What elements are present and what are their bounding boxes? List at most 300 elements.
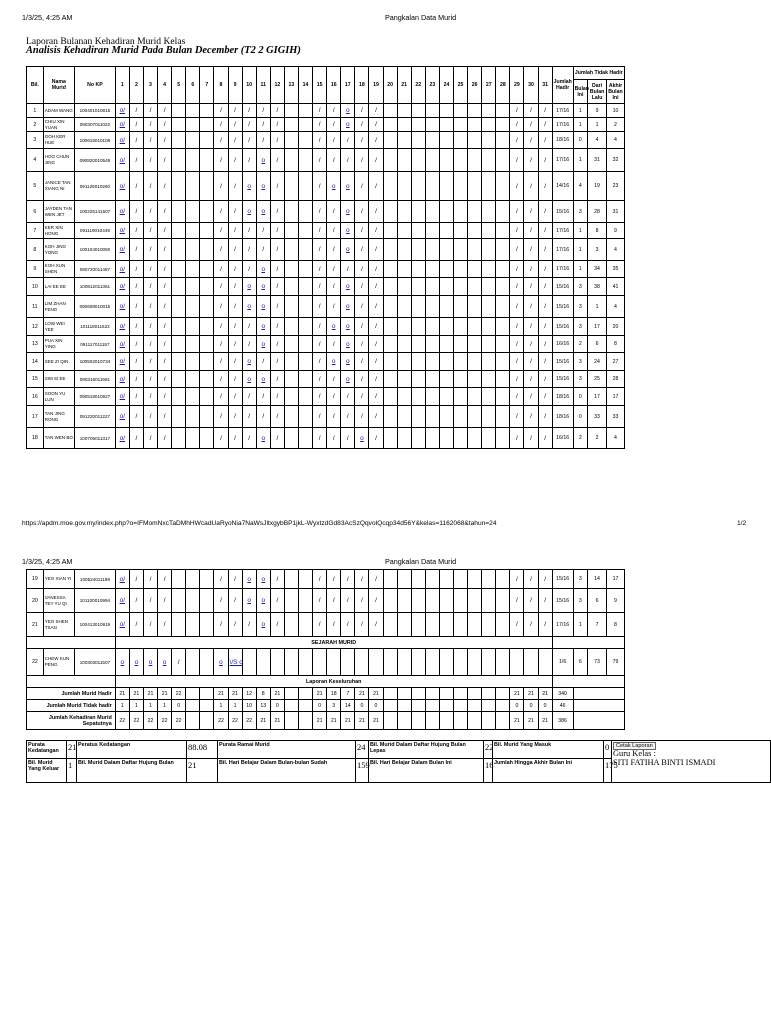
- day-mark: [200, 570, 214, 589]
- day-mark: [200, 118, 214, 132]
- day-mark: [298, 132, 312, 149]
- student-kp: 100812011361: [75, 278, 116, 296]
- col-day: 1: [115, 67, 129, 104]
- day-mark: [468, 223, 482, 239]
- student-tidak-hadir-ini: 3: [573, 296, 588, 318]
- day-mark: /: [313, 296, 327, 318]
- day-mark: [454, 589, 468, 613]
- day-mark: [186, 336, 200, 353]
- student-kp: 100104010050: [75, 239, 116, 261]
- day-mark: o: [256, 149, 270, 172]
- day-mark: [468, 371, 482, 388]
- day-mark: /: [270, 104, 284, 118]
- day-mark: [411, 589, 425, 613]
- day-mark: /: [143, 428, 157, 449]
- day-mark: /: [313, 132, 327, 149]
- student-kp: 090316011681: [75, 371, 116, 388]
- day-mark: [284, 353, 298, 371]
- total-day-value: [298, 712, 312, 730]
- day-mark: [425, 353, 439, 371]
- day-mark: [186, 149, 200, 172]
- day-mark: [397, 278, 411, 296]
- student-tidak-hadir-ini: 6: [573, 649, 588, 676]
- student-tidak-hadir-akhir: 10: [606, 104, 624, 118]
- student-jumlah-hadir: 15/16: [552, 589, 573, 613]
- student-name: JAYDEN TAN WEN JET: [43, 201, 74, 223]
- day-mark: [439, 318, 453, 336]
- day-mark: [172, 570, 186, 589]
- day-mark: /: [214, 353, 228, 371]
- student-bil: 20: [27, 589, 44, 613]
- day-mark: [397, 649, 411, 676]
- total-day-value: 0: [172, 700, 186, 712]
- day-mark: o/: [115, 388, 129, 406]
- student-tidak-hadir-ini: 2: [573, 428, 588, 449]
- day-mark: [439, 388, 453, 406]
- day-mark: /: [538, 132, 552, 149]
- day-mark: [383, 172, 397, 201]
- total-day-value: 7: [341, 688, 355, 700]
- student-kp: 100502010734: [75, 353, 116, 371]
- day-mark: [454, 318, 468, 336]
- day-mark: /: [129, 336, 143, 353]
- day-mark: [439, 201, 453, 223]
- day-mark: [200, 239, 214, 261]
- hari-ini-label: Bil. Hari Belajar Dalam Bulan Ini: [369, 759, 484, 783]
- total-sum: 340: [552, 688, 573, 700]
- day-mark: o: [256, 371, 270, 388]
- day-mark: [397, 371, 411, 388]
- student-kp: 100303011507: [75, 649, 116, 676]
- total-day-value: [284, 700, 298, 712]
- day-mark: [397, 428, 411, 449]
- day-mark: /: [256, 118, 270, 132]
- day-mark: /: [143, 318, 157, 336]
- total-day-value: 21: [355, 712, 369, 730]
- day-mark: /: [270, 223, 284, 239]
- day-mark: /: [313, 149, 327, 172]
- col-day: 26: [468, 67, 482, 104]
- student-name: JANICE TAN XIANG NI: [43, 172, 74, 201]
- day-mark: /: [538, 201, 552, 223]
- student-tidak-hadir-akhir: 17: [606, 570, 624, 589]
- student-row: [27, 570, 625, 589]
- day-mark: [482, 239, 496, 261]
- total-day-value: [397, 700, 411, 712]
- student-row: [27, 118, 625, 132]
- total-day-value: 1: [115, 700, 129, 712]
- day-mark: [172, 589, 186, 613]
- day-mark: o/: [115, 613, 129, 637]
- day-mark: /: [313, 239, 327, 261]
- day-mark: /: [369, 353, 383, 371]
- day-mark: [482, 118, 496, 132]
- day-mark: /: [369, 406, 383, 428]
- day-mark: [200, 172, 214, 201]
- day-mark: /: [228, 388, 242, 406]
- student-name: KOH XUN SHEN: [43, 261, 74, 278]
- student-tidak-hadir-akhir: 9: [606, 589, 624, 613]
- col-day: 21: [397, 67, 411, 104]
- day-mark: o/: [115, 149, 129, 172]
- day-mark: /: [242, 132, 256, 149]
- day-mark: [383, 353, 397, 371]
- total-day-value: [411, 688, 425, 700]
- day-mark: [439, 296, 453, 318]
- day-mark: [397, 570, 411, 589]
- day-mark: /: [214, 589, 228, 613]
- day-mark: [425, 589, 439, 613]
- day-mark: /: [270, 371, 284, 388]
- day-mark: /: [313, 589, 327, 613]
- day-mark: [186, 172, 200, 201]
- day-mark: /: [355, 589, 369, 613]
- day-mark: /: [143, 149, 157, 172]
- day-mark: /: [538, 104, 552, 118]
- day-mark: /: [369, 118, 383, 132]
- student-bil: 9: [27, 261, 44, 278]
- day-mark: [468, 353, 482, 371]
- day-mark: /: [129, 589, 143, 613]
- day-mark: [172, 388, 186, 406]
- day-mark: [284, 239, 298, 261]
- col-jumlah-hadir: Jumlah Hadir: [552, 67, 573, 104]
- day-mark: [284, 118, 298, 132]
- day-mark: /: [510, 149, 524, 172]
- day-mark: /: [524, 296, 538, 318]
- day-mark: /: [369, 172, 383, 201]
- day-mark: [496, 261, 510, 278]
- total-day-value: [383, 688, 397, 700]
- day-mark: [496, 278, 510, 296]
- day-mark: [454, 149, 468, 172]
- day-mark: /: [270, 406, 284, 428]
- total-sum: 46: [552, 700, 573, 712]
- day-mark: /: [129, 118, 143, 132]
- student-bil: 11: [27, 296, 44, 318]
- day-mark: o: [341, 336, 355, 353]
- student-tidak-hadir-akhir: 8: [606, 336, 624, 353]
- day-mark: [284, 223, 298, 239]
- student-jumlah-hadir: 18/16: [552, 132, 573, 149]
- day-mark: [186, 261, 200, 278]
- day-mark: [172, 296, 186, 318]
- print-title: Pangkalan Data Murid: [385, 557, 457, 566]
- total-day-value: 21: [538, 712, 552, 730]
- day-mark: [482, 172, 496, 201]
- student-bil: 18: [27, 428, 44, 449]
- day-mark: /: [538, 261, 552, 278]
- total-label: Jumlah Kehadiran Murid Sepatutnya: [27, 712, 116, 730]
- summary-table: [26, 740, 771, 783]
- day-mark: o/: [115, 118, 129, 132]
- day-mark: /: [129, 201, 143, 223]
- day-mark: /: [143, 132, 157, 149]
- day-mark: [327, 649, 341, 676]
- day-mark: /: [270, 239, 284, 261]
- day-mark: o: [341, 104, 355, 118]
- day-mark: [425, 239, 439, 261]
- student-bil: 14: [27, 353, 44, 371]
- total-day-value: [468, 700, 482, 712]
- day-mark: o: [214, 649, 228, 676]
- day-mark: /: [270, 201, 284, 223]
- day-mark: [496, 239, 510, 261]
- student-tidak-hadir-akhir: 17: [606, 388, 624, 406]
- day-mark: /: [214, 428, 228, 449]
- col-day: 5: [172, 67, 186, 104]
- day-mark: /: [313, 371, 327, 388]
- day-mark: /: [143, 371, 157, 388]
- day-mark: [482, 371, 496, 388]
- student-name: SOON YU LUN: [43, 388, 74, 406]
- student-tidak-hadir-akhir: 8: [606, 613, 624, 637]
- day-mark: /: [524, 104, 538, 118]
- day-mark: [411, 388, 425, 406]
- day-mark: [284, 318, 298, 336]
- student-row: [27, 201, 625, 223]
- cetak-laporan-button[interactable]: Cetak Laporan: [613, 742, 656, 750]
- day-mark: /: [369, 223, 383, 239]
- day-mark: [425, 149, 439, 172]
- day-mark: /: [313, 406, 327, 428]
- day-mark: [341, 649, 355, 676]
- day-mark: o: [129, 649, 143, 676]
- hari-ini-value: 16: [484, 759, 493, 783]
- day-mark: /: [327, 428, 341, 449]
- blank: [573, 688, 624, 700]
- day-mark: /: [270, 388, 284, 406]
- student-tidak-hadir-lalu: 8: [588, 223, 607, 239]
- day-mark: /: [355, 132, 369, 149]
- student-kp: 090720011487: [75, 261, 116, 278]
- day-mark: [411, 613, 425, 637]
- day-mark: /: [158, 239, 172, 261]
- day-mark: [284, 132, 298, 149]
- day-mark: [397, 318, 411, 336]
- day-mark: /: [129, 149, 143, 172]
- day-mark: [439, 336, 453, 353]
- day-mark: [482, 428, 496, 449]
- student-tidak-hadir-ini: 3: [573, 570, 588, 589]
- day-mark: [439, 172, 453, 201]
- day-mark: [425, 371, 439, 388]
- day-mark: [425, 406, 439, 428]
- student-row: [27, 406, 625, 428]
- student-tidak-hadir-lalu: 24: [588, 353, 607, 371]
- day-mark: /: [355, 201, 369, 223]
- day-mark: [397, 239, 411, 261]
- day-mark: /: [158, 201, 172, 223]
- col-day: 30: [524, 67, 538, 104]
- day-mark: [482, 149, 496, 172]
- day-mark: [200, 353, 214, 371]
- day-mark: /: [327, 239, 341, 261]
- day-mark: [298, 613, 312, 637]
- day-mark: /: [214, 261, 228, 278]
- student-kp: 100225141507: [75, 201, 116, 223]
- day-mark: [468, 201, 482, 223]
- day-mark: [355, 649, 369, 676]
- student-tidak-hadir-akhir: 4: [606, 239, 624, 261]
- day-mark: [186, 318, 200, 336]
- day-mark: /: [538, 172, 552, 201]
- student-tidak-hadir-akhir: 2: [606, 118, 624, 132]
- student-name: TAN JING RONG: [43, 406, 74, 428]
- day-mark: [425, 649, 439, 676]
- day-mark: /: [270, 172, 284, 201]
- day-mark: [468, 428, 482, 449]
- day-mark: /: [355, 371, 369, 388]
- day-mark: [439, 223, 453, 239]
- day-mark: o/: [115, 353, 129, 371]
- day-mark: /: [158, 172, 172, 201]
- student-jumlah-hadir: 15/16: [552, 201, 573, 223]
- total-day-value: [298, 700, 312, 712]
- day-mark: [468, 104, 482, 118]
- day-mark: [298, 589, 312, 613]
- day-mark: [482, 388, 496, 406]
- day-mark: [397, 201, 411, 223]
- day-mark: o: [158, 649, 172, 676]
- student-tidak-hadir-ini: 3: [573, 589, 588, 613]
- total-day-value: 21: [158, 688, 172, 700]
- day-mark: [468, 261, 482, 278]
- student-jumlah-hadir: 15/16: [552, 570, 573, 589]
- blank: [552, 637, 624, 649]
- day-mark: [425, 296, 439, 318]
- day-mark: /: [355, 353, 369, 371]
- day-mark: /: [510, 428, 524, 449]
- day-mark: o: [341, 296, 355, 318]
- student-bil: 10: [27, 278, 44, 296]
- day-mark: /: [313, 353, 327, 371]
- day-mark: /: [313, 318, 327, 336]
- day-mark: [454, 118, 468, 132]
- col-day: 9: [228, 67, 242, 104]
- day-mark: /: [510, 388, 524, 406]
- day-mark: [496, 371, 510, 388]
- day-mark: [186, 239, 200, 261]
- day-mark: [496, 428, 510, 449]
- day-mark: [298, 649, 312, 676]
- day-mark: /: [538, 570, 552, 589]
- day-mark: [454, 132, 468, 149]
- report-subtitle: Analisis Kehadiran Murid Pada Bulan December (T2 2 GIGIH): [26, 45, 301, 56]
- day-mark: [468, 278, 482, 296]
- day-mark: [200, 428, 214, 449]
- student-bil: 12: [27, 318, 44, 336]
- day-mark: [454, 406, 468, 428]
- student-name: TAN WEN BO: [43, 428, 74, 449]
- student-kp: 100615010108: [75, 132, 116, 149]
- total-day-value: 22: [115, 712, 129, 730]
- total-day-value: [200, 712, 214, 730]
- student-tidak-hadir-ini: 4: [573, 172, 588, 201]
- day-mark: [242, 649, 256, 676]
- day-mark: /: [228, 201, 242, 223]
- day-mark: [439, 353, 453, 371]
- day-mark: o: [341, 201, 355, 223]
- day-mark: [383, 613, 397, 637]
- student-tidak-hadir-akhir: 41: [606, 278, 624, 296]
- total-day-value: [397, 712, 411, 730]
- day-mark: /: [327, 613, 341, 637]
- day-mark: /: [355, 278, 369, 296]
- day-mark: /: [143, 406, 157, 428]
- day-mark: [510, 649, 524, 676]
- day-mark: /: [327, 132, 341, 149]
- day-mark: [186, 353, 200, 371]
- day-mark: [284, 388, 298, 406]
- day-mark: /: [524, 589, 538, 613]
- day-mark: /: [313, 172, 327, 201]
- bil-hujung-value: 21: [187, 759, 218, 783]
- total-day-value: 22: [172, 712, 186, 730]
- day-mark: [298, 149, 312, 172]
- day-mark: /: [327, 223, 341, 239]
- day-mark: [411, 406, 425, 428]
- day-mark: [172, 428, 186, 449]
- student-tidak-hadir-lalu: 17: [588, 318, 607, 336]
- day-mark: /: [158, 118, 172, 132]
- day-mark: /: [327, 406, 341, 428]
- day-mark: /: [524, 318, 538, 336]
- day-mark: /: [369, 570, 383, 589]
- total-day-value: [425, 688, 439, 700]
- day-mark: [172, 261, 186, 278]
- day-mark: /: [369, 261, 383, 278]
- student-kp: 100401010815: [75, 104, 116, 118]
- day-mark: /: [129, 613, 143, 637]
- day-mark: /: [158, 132, 172, 149]
- day-mark: [425, 428, 439, 449]
- day-mark: /: [214, 201, 228, 223]
- student-name: SEE ZI QIN: [43, 353, 74, 371]
- day-mark: /: [327, 278, 341, 296]
- blank: [27, 637, 116, 649]
- day-mark: [496, 201, 510, 223]
- day-mark: [496, 613, 510, 637]
- total-day-value: [425, 712, 439, 730]
- student-tidak-hadir-akhir: 23: [606, 172, 624, 201]
- total-day-value: 22: [129, 712, 143, 730]
- day-mark: /: [341, 570, 355, 589]
- day-mark: [383, 118, 397, 132]
- student-row: [27, 261, 625, 278]
- day-mark: [172, 118, 186, 132]
- day-mark: /: [158, 261, 172, 278]
- student-tidak-hadir-lalu: 1: [588, 296, 607, 318]
- day-mark: [200, 406, 214, 428]
- day-mark: /: [510, 104, 524, 118]
- total-day-value: [186, 688, 200, 700]
- day-mark: [425, 613, 439, 637]
- day-mark: [454, 278, 468, 296]
- day-mark: [186, 649, 200, 676]
- day-mark: /: [158, 353, 172, 371]
- day-mark: [496, 388, 510, 406]
- day-mark: [284, 428, 298, 449]
- day-mark: /: [313, 104, 327, 118]
- day-mark: /: [355, 261, 369, 278]
- day-mark: /: [214, 570, 228, 589]
- total-day-value: 18: [327, 688, 341, 700]
- student-tidak-hadir-ini: 3: [573, 371, 588, 388]
- day-mark: /: [228, 613, 242, 637]
- col-day: 10: [242, 67, 256, 104]
- day-mark: /: [242, 261, 256, 278]
